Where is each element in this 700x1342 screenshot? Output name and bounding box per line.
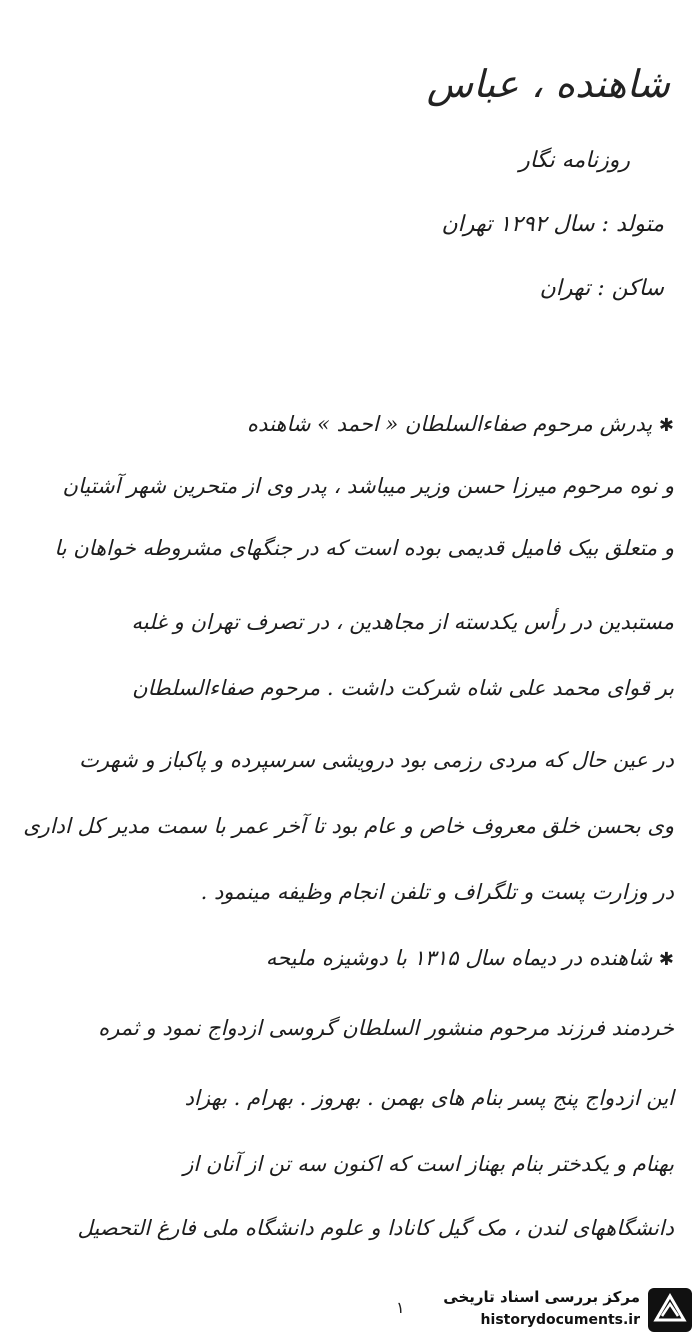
page-number: ۱ [396, 1298, 405, 1317]
watermark-logo [418, 1280, 700, 1342]
paragraph-line: و متعلق بیک فامیل قدیمی بوده است که در جنگهای مشروطه خواهان با [54, 536, 674, 560]
paragraph-line [247, 412, 674, 436]
document-title: شاهنده ، عباس [426, 62, 670, 106]
line-text: شاهنده در دیماه سال ۱۳۱۵ با دوشیزه ملیحه [265, 946, 653, 970]
paragraph-line: در عین حال که مردی رزمی بود درویشی سرسپرده و پاکباز و شهرت [79, 748, 674, 772]
paragraph-line: دانشگاههای لندن ، مک گیل کانادا و علوم دانشگاه ملی فارغ التحصیل [77, 1216, 674, 1240]
paragraph-line: و نوه مرحوم میرزا حسن وزیر میباشد ، پدر وی از متحرین شهر آشتیان [62, 474, 674, 498]
paragraph-line: این ازدواج پنج پسر بنام های بهمن . بهروز . بهرام . بهزاد [184, 1086, 674, 1110]
paragraph-line [266, 946, 674, 970]
paragraph-line: بر قوای محمد علی شاه شرکت داشت . مرحوم صفاءالسلطان [132, 676, 674, 700]
paragraph-line: وی بحسن خلق معروف خاص و عام بود تا آخر عمر با سمت مدیر کل اداری [23, 814, 674, 838]
residence-line: ساکن : تهران [539, 276, 664, 301]
logo-text-english: historydocuments.ir [480, 1312, 640, 1328]
archive-emblem-icon [646, 1286, 694, 1334]
birth-line: متولد : سال ۱۲۹۲ تهران [441, 212, 664, 237]
star-bullet: ✱ [658, 949, 674, 970]
paragraph-line: در وزارت پست و تلگراف و تلفن انجام وظیفه مینمود . [200, 880, 674, 904]
star-bullet: ✱ [658, 415, 674, 436]
logo-text-persian: مرکز بررسی اسناد تاریخی [443, 1288, 640, 1306]
line-text: پدرش مرحوم صفاءالسلطان « احمد » شاهنده [247, 412, 653, 436]
occupation-line: روزنامه نگار [519, 148, 630, 173]
paragraph-line: خردمند فرزند مرحوم منشور السلطان گروسی ازدواج نمود و ثمره [98, 1016, 674, 1040]
paragraph-line: مستبدین در رأس یکدسته از مجاهدین ، در تصرف تهران و غلبه [131, 610, 674, 634]
paragraph-line: بهنام و یکدختر بنام بهناز است که اکنون سه تن از آنان از [183, 1152, 674, 1176]
